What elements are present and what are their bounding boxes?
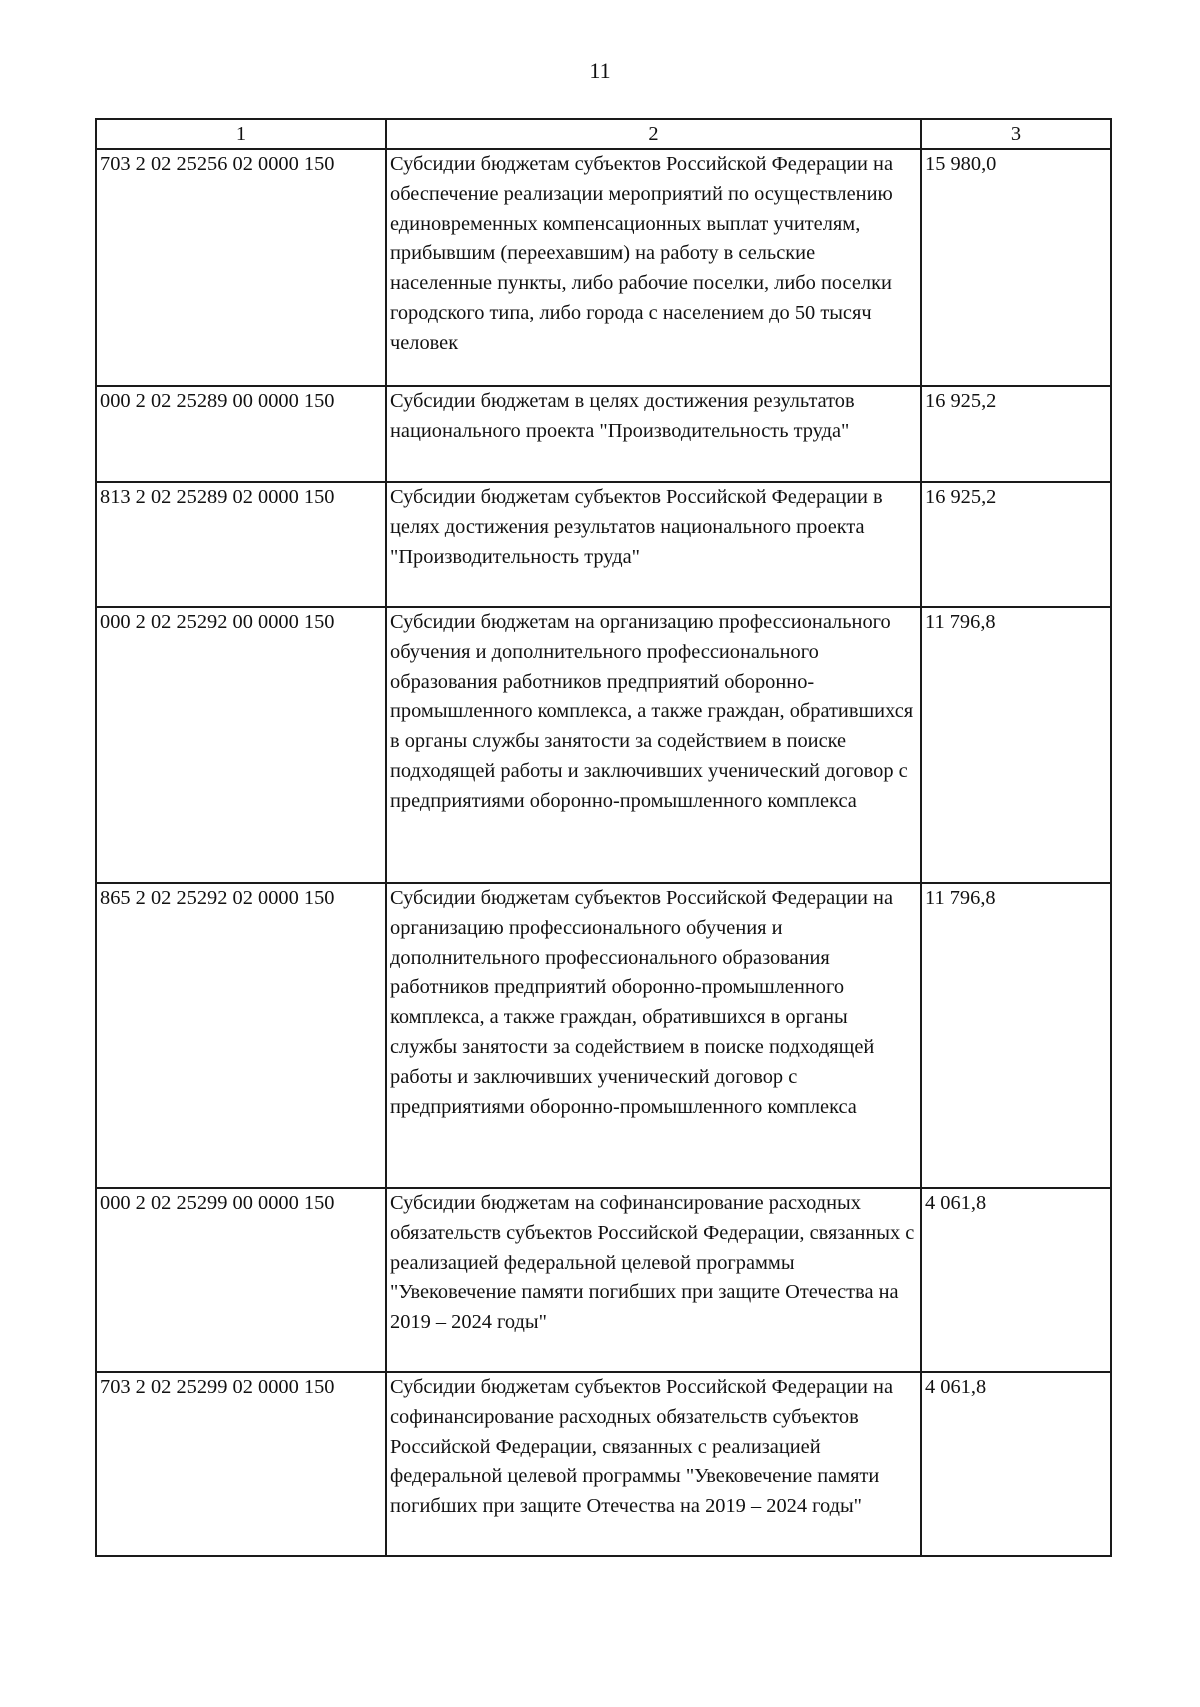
row-code: 865 2 02 25292 02 0000 150 xyxy=(96,883,386,1188)
table-row xyxy=(96,883,1111,1188)
row-name: Субсидии бюджетам субъектов Российской Федерации на обеспечение реализации мероприятий по осуществлению единовременных компенсационных выплат учителям, прибывшим (переехавшим) на работу в сельские населенные пункты, либо рабочие поселки, либо поселки городского типа, либо города с населением до 50 тысяч человек xyxy=(386,149,921,386)
budget-table xyxy=(95,118,1112,1557)
table-row xyxy=(96,482,1111,607)
table-row xyxy=(96,607,1111,883)
row-name: Субсидии бюджетам субъектов Российской Федерации в целях достижения результатов национального проекта "Производительность труда" xyxy=(386,482,921,607)
row-amount: 4 061,8 xyxy=(921,1372,1111,1556)
row-amount: 4 061,8 xyxy=(921,1188,1111,1372)
column-header-code: 1 xyxy=(96,119,386,149)
row-amount: 16 925,2 xyxy=(921,482,1111,607)
table-body xyxy=(96,149,1111,1556)
row-amount: 11 796,8 xyxy=(921,883,1111,1188)
table-row xyxy=(96,149,1111,386)
table-row xyxy=(96,1372,1111,1556)
column-header-amount: 3 xyxy=(921,119,1111,149)
row-code: 703 2 02 25299 02 0000 150 xyxy=(96,1372,386,1556)
table-header xyxy=(96,119,1111,149)
row-name: Субсидии бюджетам субъектов Российской Федерации на организацию профессионального обучения и дополнительного профессионального образования работников предприятий оборонно-промышленного комплекса, а также граждан, обратившихся в органы службы занятости за содействием в поиске подходящей работы и заключивших ученический договор с предприятиями оборонно-промышленного комплекса xyxy=(386,883,921,1188)
row-code: 000 2 02 25289 00 0000 150 xyxy=(96,386,386,482)
row-code: 813 2 02 25289 02 0000 150 xyxy=(96,482,386,607)
row-code: 703 2 02 25256 02 0000 150 xyxy=(96,149,386,386)
row-name: Субсидии бюджетам на софинансирование расходных обязательств субъектов Российской Федерации, связанных с реализацией федеральной целевой программы "Увековечение памяти погибших при защите Отечества на 2019 – 2024 годы" xyxy=(386,1188,921,1372)
header-row xyxy=(96,119,1111,149)
row-code: 000 2 02 25299 00 0000 150 xyxy=(96,1188,386,1372)
row-amount: 16 925,2 xyxy=(921,386,1111,482)
row-name: Субсидии бюджетам на организацию профессионального обучения и дополнительного профессионального образования работников предприятий оборонно-промышленного комплекса, а также граждан, обратившихся в органы службы занятости за содействием в поиске подходящей работы и заключивших ученический договор с предприятиями оборонно-промышленного комплекса xyxy=(386,607,921,883)
column-header-name: 2 xyxy=(386,119,921,149)
page-number: 11 xyxy=(589,58,611,83)
table-row xyxy=(96,1188,1111,1372)
table-row xyxy=(96,386,1111,482)
row-name: Субсидии бюджетам в целях достижения результатов национального проекта "Производительность труда" xyxy=(386,386,921,482)
row-amount: 11 796,8 xyxy=(921,607,1111,883)
row-name: Субсидии бюджетам субъектов Российской Федерации на софинансирование расходных обязательств субъектов Российской Федерации, связанных с реализацией федеральной целевой программы "Увековечение памяти погибших при защите Отечества на 2019 – 2024 годы" xyxy=(386,1372,921,1556)
row-code: 000 2 02 25292 00 0000 150 xyxy=(96,607,386,883)
row-amount: 15 980,0 xyxy=(921,149,1111,386)
